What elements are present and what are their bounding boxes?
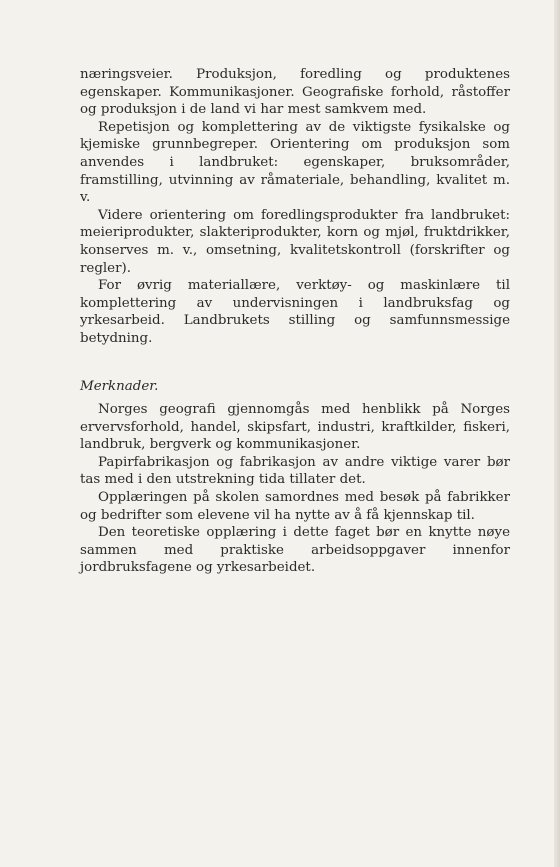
remark-paragraph: Papirfabrikasjon og fabrikasjon av andre viktige varer bør tas med i den utstrekning tida tillater det. bbox=[80, 454, 510, 488]
document-page bbox=[80, 66, 510, 577]
remark-paragraph: Den teoretiske opplæring i dette faget bør en knytte nøye sammen med praktiske arbeidsoppgaver innenfor jordbruksfagene og yrkesarbeidet. bbox=[80, 525, 510, 576]
remark-paragraph: Norges geografi gjennomgås med henblikk på Norges ervervsforhold, handel, skipsfart, industri, kraftkilder, fiskeri, landbruk, bergverk og kommunikasjoner. bbox=[80, 402, 510, 453]
page-edge-shadow bbox=[554, 0, 560, 867]
remarks-heading: Merknader. bbox=[80, 378, 159, 394]
paragraph: næringsveier. Produksjon, foredling og produktenes egenskaper. Kommunikasjoner. Geografiske forhold, råstoffer og produksjon i de land vi har mest samkvem med. bbox=[80, 67, 510, 118]
paragraph: Repetisjon og komplettering av de viktigste fysikalske og kjemiske grunnbegreper. Orientering om produksjon som anvendes i landbruket: egenskaper, bruksområder, framstilling, utvinning av råmateriale, behandling, kvalitet m. v. bbox=[80, 119, 510, 206]
remark-paragraph: Opplæringen på skolen samordnes med besøk på fabrikker og bedrifter som elevene vil ha nytte av å få kjennskap til. bbox=[80, 490, 510, 523]
paragraph: For øvrig materiallære, verktøy- og maskinlære til komplettering av undervisningen i landbruksfag og yrkesarbeid. Landbrukets stilling og samfunnsmessige betydning. bbox=[80, 278, 510, 346]
paragraph: Videre orientering om foredlingsprodukter fra landbruket: meieriprodukter, slakteriprodukter, korn og mjøl, fruktdrikker, konserves m. v., omsetning, kvalitetskontroll (forskrifter og regler). bbox=[80, 207, 510, 276]
